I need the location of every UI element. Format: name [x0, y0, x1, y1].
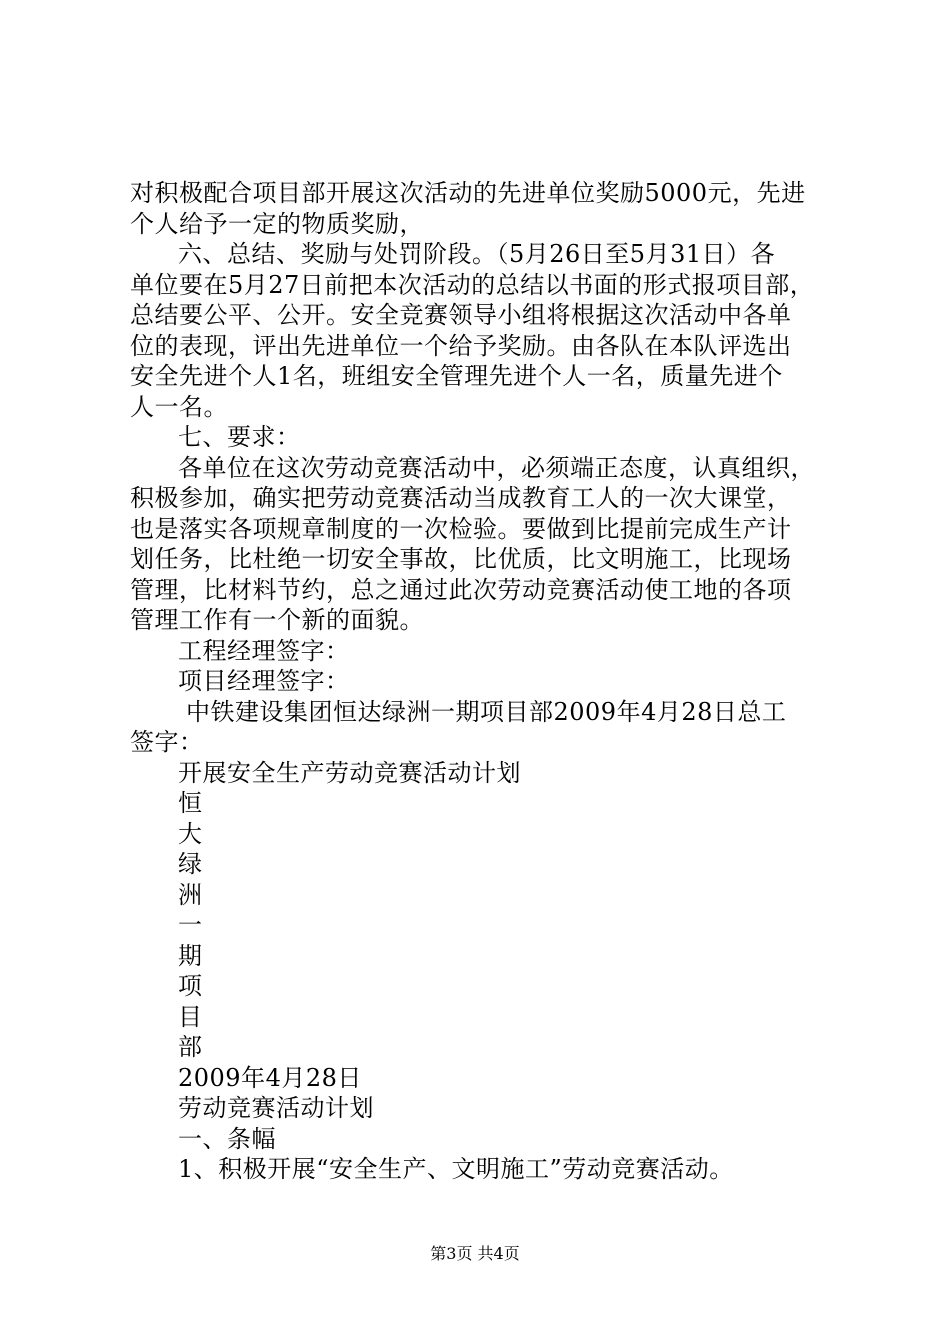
- text-line: 总结要公平、公开。安全竞赛领导小组将根据这次活动中各单: [130, 301, 792, 329]
- text-line: 管理工作有一个新的面貌。: [130, 606, 424, 634]
- text-line: 签字：: [130, 728, 204, 756]
- text-line: 单位要在5月27日前把本次活动的总结以书面的形式报项目部，: [130, 270, 815, 299]
- text-line: 安全先进个人1名，班组安全管理先进个人一名，质量先进个: [130, 362, 783, 390]
- text-line: 项目经理签字：: [178, 667, 350, 695]
- text-line: 划任务，比杜绝一切安全事故，比优质，比文明施工，比现场: [130, 545, 792, 573]
- text-line: 绿: [178, 850, 203, 878]
- text-line: 部: [178, 1033, 203, 1061]
- text-line: 目: [178, 1002, 203, 1031]
- text-line: 恒: [178, 789, 203, 817]
- text-line: 工程经理签字：: [178, 636, 350, 665]
- text-line: 中铁建设集团恒达绿洲一期项目部2009年4月28日总工: [186, 697, 787, 726]
- text-line: 人一名。: [130, 392, 228, 421]
- text-line: 大: [178, 819, 203, 848]
- text-line: 七、要求：: [178, 423, 301, 451]
- text-line: 一: [178, 911, 203, 939]
- text-line: 洲: [178, 880, 203, 909]
- text-line: 1、积极开展“安全生产、文明施工”劳动竞赛活动。: [178, 1155, 734, 1183]
- text-line: 个人给予一定的物质奖励，: [130, 209, 424, 238]
- text-line: 位的表现，评出先进单位一个给予奖励。由各队在本队评选出: [130, 331, 792, 360]
- text-line: 各单位在这次劳动竞赛活动中，必须端正态度，认真组织，: [178, 453, 815, 482]
- text-line: 劳动竞赛活动计划: [178, 1094, 374, 1122]
- text-line: 项: [178, 972, 203, 1000]
- text-line: 期: [178, 941, 203, 970]
- document-body: [130, 178, 830, 1185]
- text-line: 六、总结、奖励与处罚阶段。（5月26日至5月31日）各: [178, 240, 776, 268]
- text-line: 积极参加，确实把劳动竞赛活动当成教育工人的一次大课堂，: [130, 484, 792, 512]
- text-line: 一、条幅: [178, 1124, 276, 1153]
- text-line: 也是落实各项规章制度的一次检验。要做到比提前完成生产计: [130, 514, 792, 543]
- page-footer: 第3页 共4页: [430, 1244, 520, 1263]
- text-line: 管理，比材料节约，总之通过此次劳动竞赛活动使工地的各项: [130, 575, 792, 604]
- text-line: 2009年4月28日: [178, 1063, 362, 1092]
- text-line: 对积极配合项目部开展这次活动的先进单位奖励5000元，先进: [130, 179, 806, 207]
- text-line: 开展安全生产劳动竞赛活动计划: [178, 758, 521, 787]
